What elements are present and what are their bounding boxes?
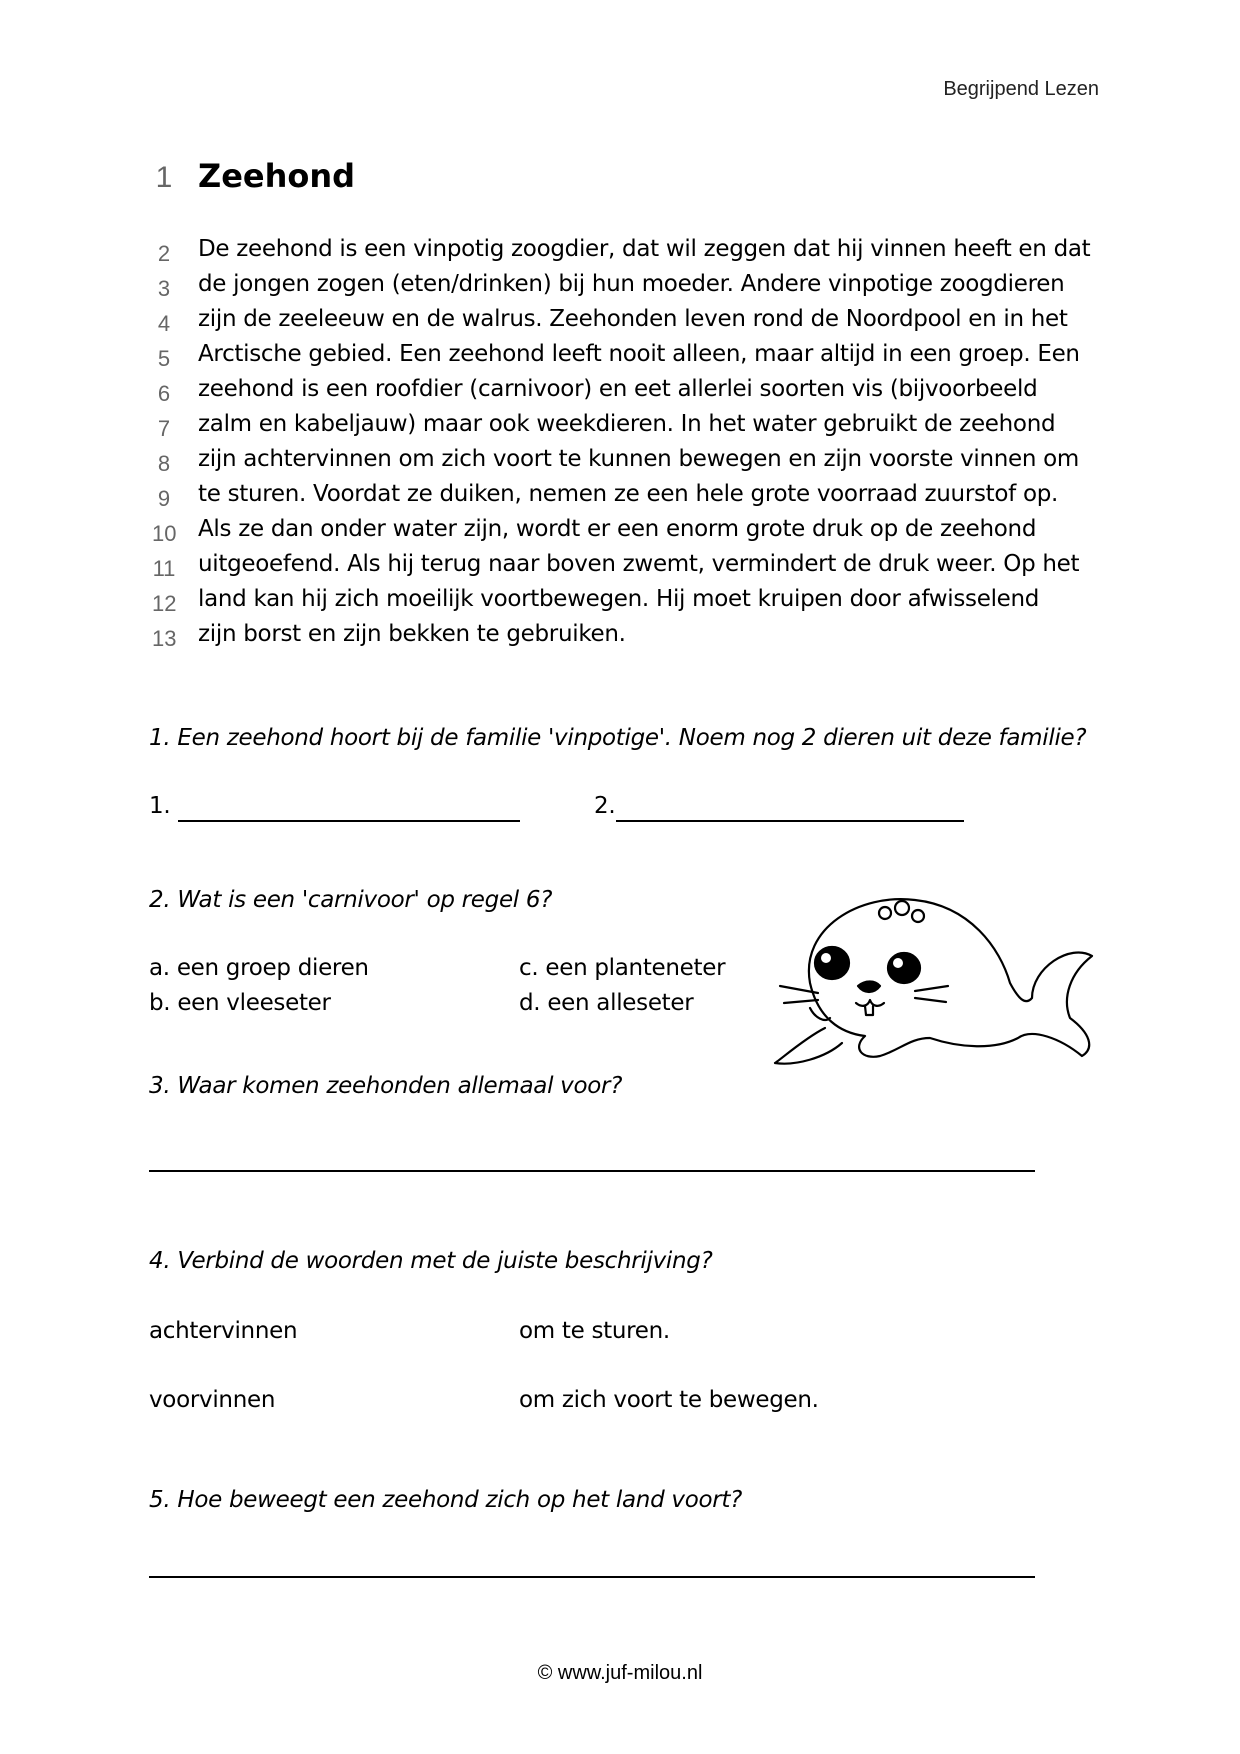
answer-2-line[interactable]: [616, 820, 964, 822]
question-4: 4. Verbind de woorden met de juiste beschrijving?: [149, 1248, 713, 1274]
line-number: 3: [157, 276, 171, 301]
answer-2-label: 2.: [594, 793, 616, 819]
header-label: Begrijpend Lezen: [943, 78, 1099, 100]
line-text: uitgeoefend. Als hij terug naar boven zwemt, vermindert de druk weer. Op het: [198, 551, 1080, 577]
question-3: 3. Waar komen zeehonden allemaal voor?: [149, 1073, 623, 1099]
option-b[interactable]: b. een vleeseter: [149, 990, 331, 1016]
line-text: zijn de zeeleeuw en de walrus. Zeehonden leven rond de Noordpool en in het: [198, 306, 1068, 332]
option-a[interactable]: a. een groep dieren: [149, 955, 369, 981]
option-c[interactable]: c. een planteneter: [519, 955, 726, 981]
match-word-2[interactable]: voorvinnen: [149, 1387, 276, 1413]
question-5: 5. Hoe beweegt een zeehond zich op het land voort?: [149, 1487, 743, 1513]
line-number: 12: [152, 591, 177, 616]
page-title: Zeehond: [198, 157, 356, 195]
answer-1-line[interactable]: [178, 820, 520, 822]
line-text: land kan hij zich moeilijk voortbewegen. Hij moet kruipen door afwisselend: [198, 586, 1040, 612]
line-number: 1: [155, 161, 173, 194]
match-word-1[interactable]: achtervinnen: [149, 1318, 298, 1344]
answer-3-line[interactable]: [149, 1170, 1035, 1172]
footer-copyright: © www.juf-milou.nl: [537, 1662, 703, 1684]
line-text: Arctische gebied. Een zeehond leeft nooit alleen, maar altijd in een groep. Een: [198, 341, 1080, 367]
line-number: 8: [157, 451, 171, 476]
question-2: 2. Wat is een 'carnivoor' op regel 6?: [149, 887, 553, 913]
line-text: Als ze dan onder water zijn, wordt er een enorm grote druk op de zeehond: [198, 516, 1037, 542]
line-text: zijn borst en zijn bekken te gebruiken.: [198, 621, 626, 647]
answer-1-label: 1.: [149, 793, 171, 819]
question-1: 1. Een zeehond hoort bij de familie 'vinpotige'. Noem nog 2 dieren uit deze familie?: [149, 725, 1087, 751]
line-number: 7: [157, 416, 171, 441]
line-number: 10: [152, 521, 177, 546]
line-text: De zeehond is een vinpotig zoogdier, dat wil zeggen dat hij vinnen heeft en dat: [198, 236, 1091, 262]
line-number: 9: [157, 486, 171, 511]
line-number: 6: [157, 381, 171, 406]
answer-5-line[interactable]: [149, 1576, 1035, 1578]
line-number: 13: [152, 626, 177, 651]
seal-illustration: [770, 888, 1100, 1078]
line-text: zalm en kabeljauw) maar ook weekdieren. In het water gebruikt de zeehond: [198, 411, 1056, 437]
option-d[interactable]: d. een alleseter: [519, 990, 694, 1016]
line-text: zeehond is een roofdier (carnivoor) en eet allerlei soorten vis (bijvoorbeeld: [198, 376, 1038, 402]
line-number: 4: [157, 311, 171, 336]
line-number: 2: [157, 241, 171, 266]
line-number: 11: [152, 556, 176, 581]
match-description-1[interactable]: om te sturen.: [519, 1318, 670, 1344]
line-number: 5: [157, 346, 171, 371]
match-description-2[interactable]: om zich voort te bewegen.: [519, 1387, 819, 1413]
line-text: te sturen. Voordat ze duiken, nemen ze een hele grote voorraad zuurstof op.: [198, 481, 1059, 507]
line-text: de jongen zogen (eten/drinken) bij hun moeder. Andere vinpotige zoogdieren: [198, 271, 1065, 297]
line-text: zijn achtervinnen om zich voort te kunnen bewegen en zijn voorste vinnen om: [198, 446, 1080, 472]
